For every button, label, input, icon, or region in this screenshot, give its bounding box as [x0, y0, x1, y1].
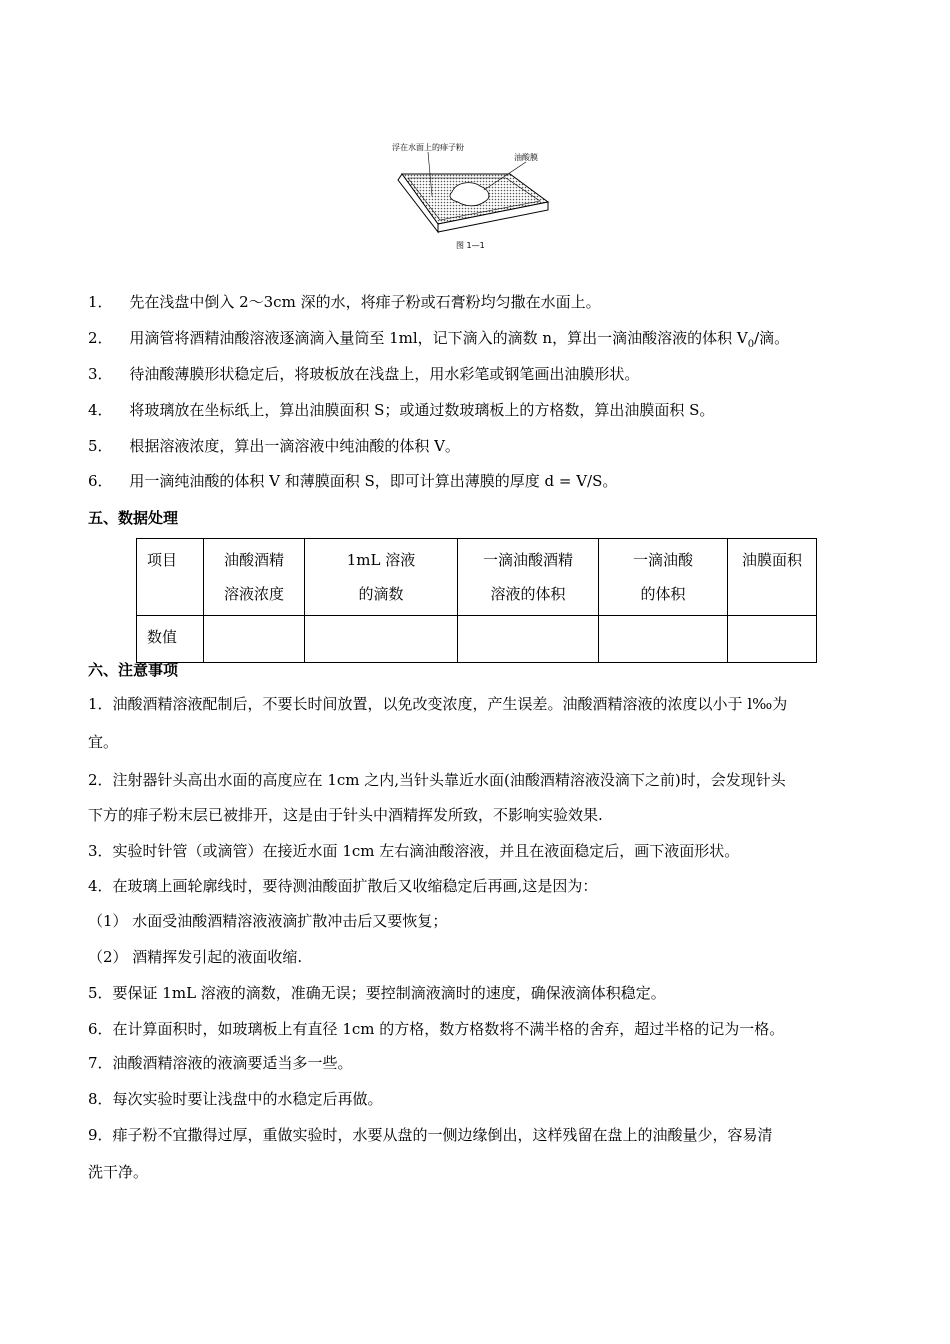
header-text: 一滴油酸酒精	[482, 551, 573, 569]
step-text: 用一滴纯油酸的体积 V 和薄膜面积 S，即可计算出薄膜的厚度 d = V/S。	[129, 472, 618, 490]
row-label: 数值	[147, 628, 178, 646]
note-line: 6．在计算面积时，如玻璃板上有直径 1cm 的方格，数方格数将不满半格的舍弃，超过半格的记为一格。	[88, 1020, 785, 1038]
note-line: 宜。	[88, 733, 119, 751]
step-text-tail: /滴。	[754, 329, 790, 347]
step-number: 6．	[88, 472, 113, 490]
value-cell	[204, 616, 305, 663]
header-cell	[305, 539, 458, 616]
value-cell	[599, 616, 728, 663]
header-cell	[599, 539, 728, 616]
header-cell	[204, 539, 305, 616]
step-number: 5．	[88, 437, 113, 455]
value-cell	[458, 616, 599, 663]
header-text: 溶液浓度	[223, 585, 284, 603]
step-text: 根据溶液浓度，算出一滴溶液中纯油酸的体积 V。	[129, 437, 460, 455]
note-line: 2．注射器针头高出水面的高度应在 1cm 之内,当针头靠近水面(油酸酒精溶液没滴下之前)时，会发现针头	[88, 771, 786, 789]
note-line: 9．痱子粉不宜撒得过厚，重做实验时，水要从盘的一侧边缘倒出，这样残留在盘上的油酸量少，容易清	[88, 1126, 773, 1144]
value-cell	[728, 616, 817, 663]
section-5-title: 五、数据处理	[88, 509, 179, 527]
note-line: 洗干净。	[88, 1163, 149, 1181]
step-1	[88, 292, 601, 312]
step-number: 4．	[88, 401, 113, 419]
section-6-title: 六、注意事项	[88, 661, 179, 679]
step-number: 3．	[88, 365, 113, 383]
header-text: 油膜面积	[741, 551, 802, 569]
note-line: 8．每次实验时要让浅盘中的水稳定后再做。	[88, 1090, 383, 1108]
step-text: 用滴管将酒精油酸溶液逐滴滴入量筒至 1ml，记下滴入的滴数 n，算出一滴油酸溶液的体积 V	[129, 329, 748, 347]
note-line: 1．油酸酒精溶液配制后，不要长时间放置，以免改变浓度，产生误差。油酸酒精溶液的浓度以小于 l‰为	[88, 695, 788, 713]
tray-figure	[380, 138, 570, 258]
note-line: （2） 酒精挥发引起的液面收缩.	[88, 948, 303, 966]
header-text: 的滴数	[358, 585, 404, 603]
note-line: 下方的痱子粉末层已被排开，这是由于针头中酒精挥发所致，不影响实验效果.	[88, 806, 603, 824]
note-line: 4．在玻璃上画轮廓线时，要待测油酸面扩散后又收缩稳定后再画,这是因为：	[88, 877, 598, 895]
step-text: 待油酸薄膜形状稳定后，将玻板放在浅盘上，用水彩笔或钢笔画出油膜形状。	[129, 365, 640, 383]
note-line: 7．油酸酒精溶液的液滴要适当多一些。	[88, 1054, 353, 1072]
table-header-row	[137, 539, 817, 616]
step-5	[88, 436, 460, 456]
oil-film-label: 油酸膜	[514, 153, 538, 162]
note-line: 3．实验时针管（或滴管）在接近水面 1cm 左右滴油酸溶液，并且在液面稳定后，画下液面形状。	[88, 842, 740, 860]
row-label-cell	[137, 616, 204, 663]
table-value-row	[137, 616, 817, 663]
tray-illustration	[380, 138, 570, 258]
header-text: 溶液的体积	[490, 585, 566, 603]
note-line: （1） 水面受油酸酒精溶液液滴扩散冲击后又要恢复；	[88, 912, 448, 930]
header-cell	[728, 539, 817, 616]
value-cell	[305, 616, 458, 663]
step-text: 先在浅盘中倒入 2～3cm 深的水，将痱子粉或石膏粉均匀撒在水面上。	[129, 293, 601, 311]
header-cell	[458, 539, 599, 616]
header-cell	[137, 539, 204, 616]
header-text: 项目	[147, 551, 178, 569]
header-text: 1mL 溶液	[346, 551, 416, 569]
data-table	[136, 538, 817, 663]
step-3	[88, 364, 639, 384]
step-2	[88, 328, 789, 355]
figure-caption: 图 1—1	[456, 241, 485, 250]
step-6	[88, 471, 617, 491]
step-number: 2．	[88, 329, 113, 347]
step-subscript: 0	[747, 339, 755, 350]
note-line: 5．要保证 1mL 溶液的滴数，准确无误；要控制滴液滴时的速度，确保液滴体积稳定。	[88, 984, 666, 1002]
step-text: 将玻璃放在坐标纸上，算出油膜面积 S；或通过数玻璃板上的方格数，算出油膜面积 S。	[129, 401, 715, 419]
step-4	[88, 400, 714, 420]
header-text: 一滴油酸	[632, 551, 693, 569]
header-text: 的体积	[640, 585, 686, 603]
header-text: 油酸酒精	[223, 551, 284, 569]
step-number: 1．	[88, 293, 113, 311]
powder-label: 浮在水面上的痱子粉	[392, 143, 464, 152]
